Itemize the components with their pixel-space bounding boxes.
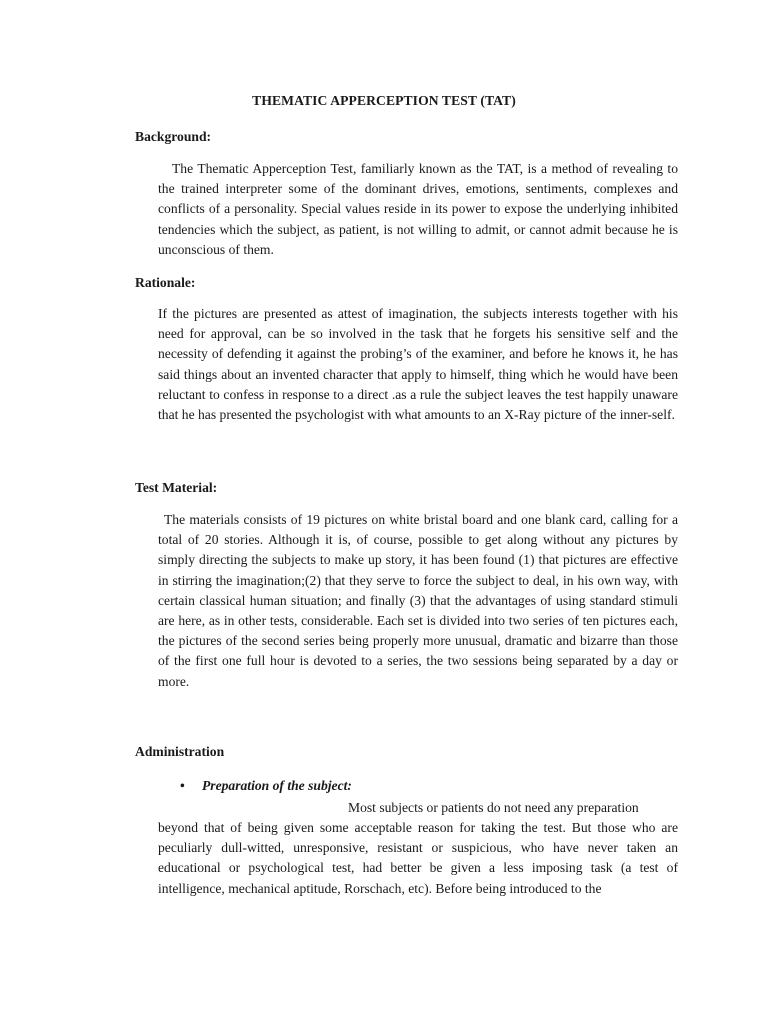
background-paragraph: The Thematic Apperception Test, familiarly known as the TAT, is a method of revealing to the trained interpreter some of the dominant drives, emotions, sentiments, complexes and conflicts of a personality. Special values reside in its power to expose the underlying inhibited tendencies which the subject, as patient, is not willing to admit, or cannot admit because he is unconscious of them. (158, 161, 678, 257)
test-material-heading: Test Material: (135, 480, 218, 495)
test-material-paragraph: The materials consists of 19 pictures on white bristal board and one blank card, calling for a total of 20 stories. Although it is, of course, possible to get along without any pictures by simply directing the subjects to make up story, it has been found (1) that pictures are effective in stirring the imagination;(2) that they serve to force the subject to deal, in his own way, with certain classical human situation; and finally (3) that the advantages of using standard stimuli are here, as in other tests, considerable. Each set is divided into two series of ten pictures each, the pictures of the second series being properly more unusual, dramatic and bizarre than those of the first one full hour is devoted to a series, the two sessions being separated by a day or more. (158, 512, 678, 689)
background-heading: Background: (135, 129, 212, 144)
preparation-label: Preparation of the subject: (202, 778, 352, 793)
preparation-paragraph: beyond that of being given some acceptable reason for taking the test. But those who are peculiarly dull-witted, unresponsive, resistant or suspicious, who have never taken an educational or psychological test, had better be given a less imposing task (a test of intelligence, mechanical aptitude, Rorschach, etc). Before being introduced to the (158, 820, 678, 896)
preparation-first-line: Most subjects or patients do not need any preparation (348, 800, 639, 815)
preparation-bullet (180, 778, 352, 794)
document-title: THEMATIC APPERCEPTION TEST (TAT) (252, 93, 516, 108)
administration-heading: Administration (135, 744, 225, 759)
rationale-heading: Rationale: (135, 275, 196, 290)
rationale-paragraph: If the pictures are presented as attest of imagination, the subjects interests together with his need for approval, can be so involved in the task that he forgets his sensitive self and the necessity of defending it against the probing’s of the examiner, and before he knows it, he has said things about an invented character that apply to himself, thing which he would have been reluctant to confess in response to a direct .as a rule the subject leaves the test happily unaware that he has presented the psychologist with what amounts to an X-Ray picture of the inner-self. (158, 306, 678, 423)
bullet-icon: • (180, 778, 185, 793)
